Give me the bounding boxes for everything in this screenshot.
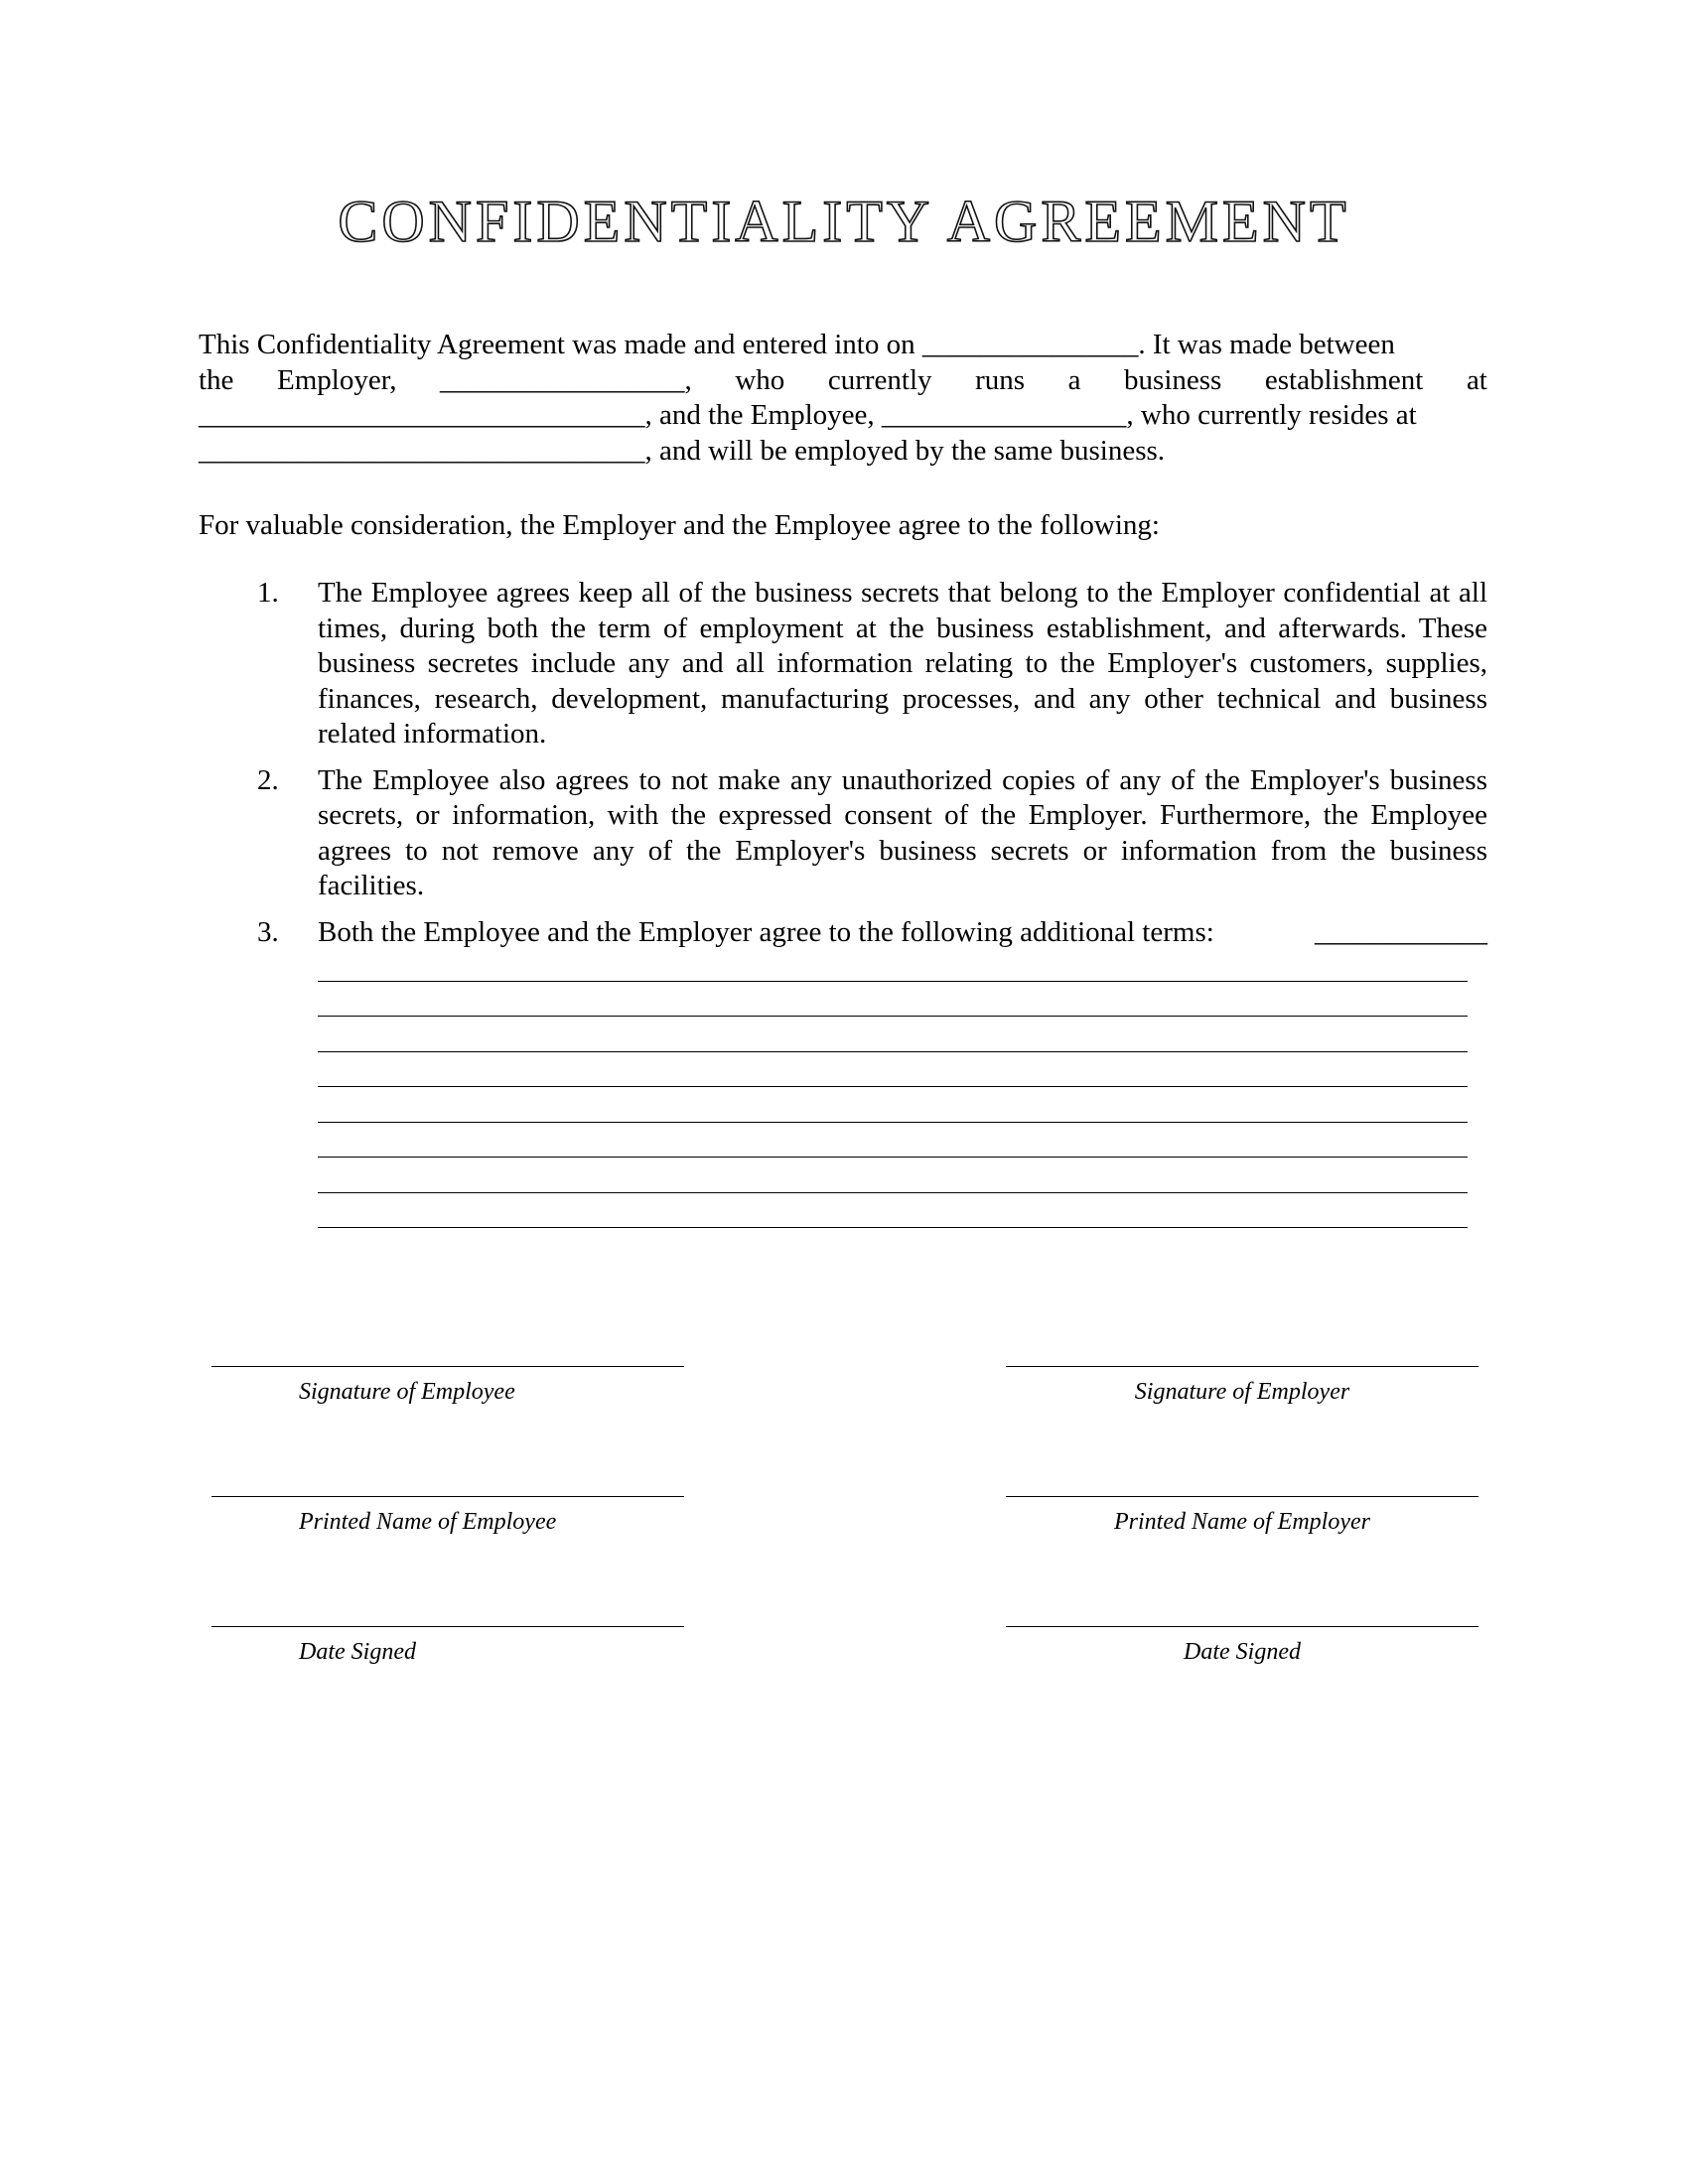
list-item-number: 1.: [257, 577, 279, 609]
list-item-number: 2.: [257, 763, 279, 796]
employee-printed-name-line[interactable]: [211, 1496, 684, 1497]
employee-signature-line[interactable]: [211, 1366, 684, 1367]
list-item: [199, 763, 1487, 904]
employer-signature-label: Signature of Employer: [1134, 1379, 1350, 1405]
list-item-first-line: [318, 915, 1487, 951]
document-title-text: CONFIDENTIALITY AGREEMENT: [338, 189, 1350, 254]
employee-date-label: Date Signed: [299, 1639, 416, 1665]
additional-terms-line[interactable]: [318, 950, 1487, 986]
list-item-text: Both the Employee and the Employer agree to the following additional terms:: [318, 915, 1214, 948]
employer-printed-name-label: Printed Name of Employer: [1114, 1509, 1370, 1535]
employer-signature-line[interactable]: [1006, 1366, 1478, 1367]
employer-date-label: Date Signed: [1184, 1639, 1301, 1665]
intro-line-2: [199, 363, 1487, 399]
additional-terms-line[interactable]: [318, 1197, 1487, 1233]
employee-printed-name-block: [211, 1496, 684, 1537]
intro-line-1: This Confidentiality Agreement was made and entered into on _______________. It was made between: [199, 329, 1395, 360]
employee-date-block: [211, 1626, 684, 1667]
list-item-number: 3.: [257, 915, 279, 948]
employer-signature-block: [1006, 1366, 1478, 1407]
employer-date-block: [1006, 1626, 1478, 1667]
additional-terms-line[interactable]: [318, 1161, 1487, 1197]
employee-printed-name-label: Printed Name of Employee: [299, 1509, 557, 1535]
employee-signature-label: Signature of Employee: [299, 1379, 515, 1405]
document-title: [0, 187, 1688, 256]
employer-name-blank[interactable]: _________________,: [440, 363, 692, 396]
intro-word: currently: [827, 363, 932, 396]
intro-word: Employer,: [277, 363, 397, 396]
lead-paragraph: For valuable consideration, the Employer and the Employee agree to the following:: [199, 509, 1160, 541]
intro-line-4: _______________________________, and will be employed by the same business.: [199, 434, 1166, 467]
list-item-text: The Employee also agrees to not make any unauthorized copies of any of the Employer's business secrets, or information, with the expressed consent of the Employer. Furthermore, the Employee agrees to not remove any of the Employer's business secrets or information from the business facilities.: [318, 763, 1487, 901]
employer-printed-name-line[interactable]: [1006, 1496, 1478, 1497]
intro-line-3: _______________________________, and the Employee, _________________, who currently resides at: [199, 399, 1417, 431]
employee-signature-block: [211, 1366, 684, 1407]
list-item: [199, 576, 1487, 752]
employer-date-line[interactable]: [1006, 1626, 1478, 1627]
terms-list: [199, 576, 1487, 1232]
intro-word: business: [1124, 363, 1222, 396]
additional-terms-line[interactable]: [318, 1056, 1487, 1092]
additional-terms-line[interactable]: [318, 986, 1487, 1022]
additional-terms-line[interactable]: [318, 1127, 1487, 1162]
intro-word: the: [199, 363, 234, 396]
intro-word: a: [1067, 363, 1081, 396]
list-item: [199, 915, 1487, 1233]
additional-terms-blank[interactable]: ____________: [1315, 915, 1487, 948]
list-item-text: The Employee agrees keep all of the business secrets that belong to the Employer confidential at all times, during both the term of employment at the business establishment, and afterwards. These business secretes include any and all information relating to the Employer's customers, supplies, finances, research, development, manufacturing processes, and any other technical and business related information.: [318, 577, 1487, 750]
intro-word: runs: [975, 363, 1026, 396]
intro-paragraph: [199, 328, 1487, 469]
additional-terms-line[interactable]: [318, 1021, 1487, 1056]
intro-word: at: [1466, 363, 1487, 396]
employer-printed-name-block: [1006, 1496, 1478, 1537]
intro-word: establishment: [1264, 363, 1424, 396]
employee-date-line[interactable]: [211, 1626, 684, 1627]
additional-terms-line[interactable]: [318, 1091, 1487, 1127]
intro-word: who: [735, 363, 785, 396]
